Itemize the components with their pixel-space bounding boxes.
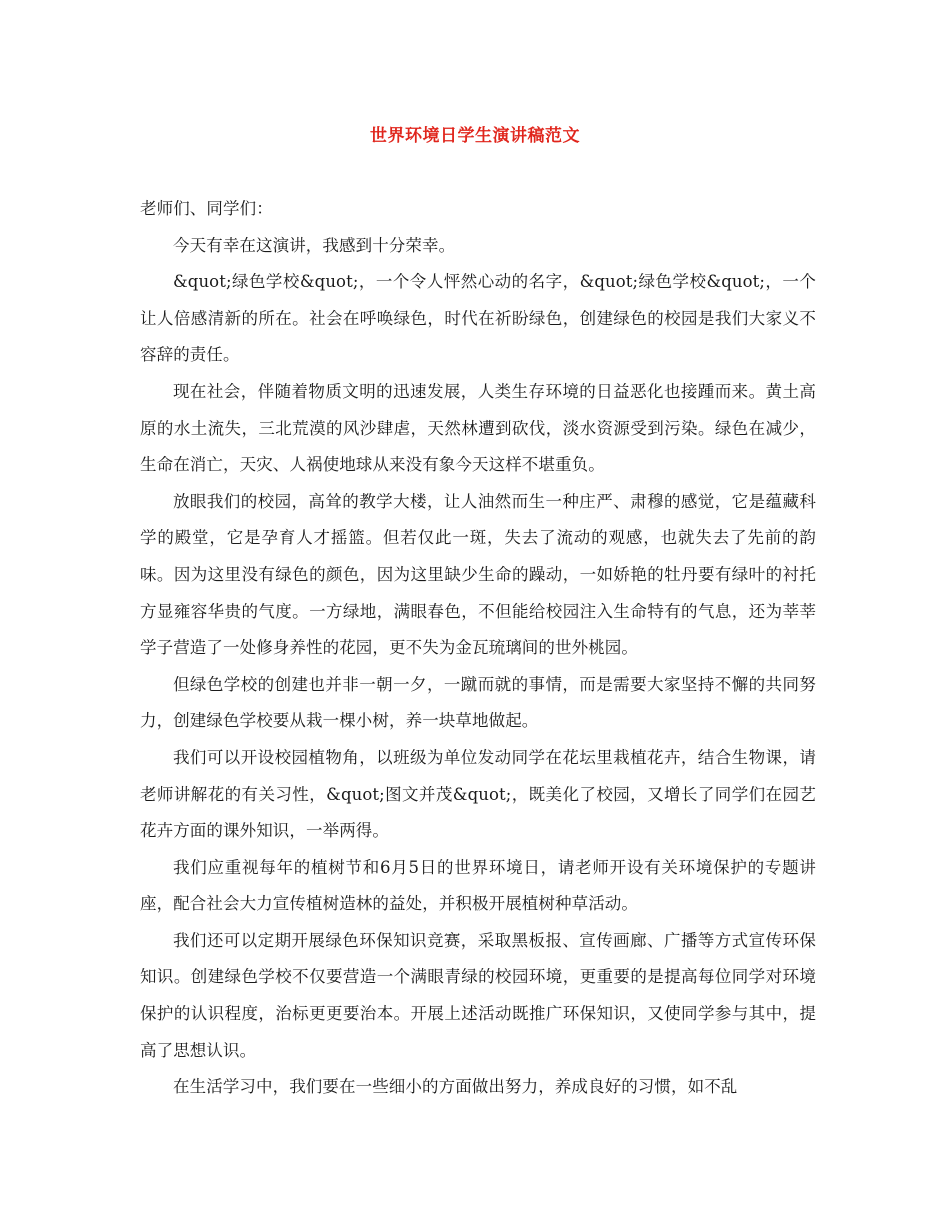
body-paragraph: &quot;绿色学校&quot;，一个令人怦然心动的名字，&quot;绿色学校&quot;，一个让人倍感清新的所在。社会在呼唤绿色，时代在祈盼绿色，创建绿色的校园是我们大家义不容辞的责任。	[140, 272, 816, 365]
body-paragraph: 现在社会，伴随着物质文明的迅速发展，人类生存环境的日益恶化也接踵而来。黄土高原的水土流失，三北荒漠的风沙肆虐，天然林遭到砍伐，淡水资源受到污染。绿色在减少，生命在消亡，天灾、人祸使地球从来没有象今天这样不堪重负。	[140, 381, 816, 475]
document-body	[140, 191, 816, 1106]
body-paragraph: 放眼我们的校园，高耸的教学大楼，让人油然而生一种庄严、肃穆的感觉，它是蕴藏科学的殿堂，它是孕育人才摇篮。但若仅此一斑，失去了流动的观感，也就失去了先前的韵味。因为这里没有绿色的颜色，因为这里缺少生命的躁动，一如娇艳的牡丹要有绿叶的衬托方显雍容华贵的气度。一方绿地，满眼春色，不但能给校园注入生命特有的气息，还为莘莘学子营造了一处修身养性的花园，更不失为金瓦琉璃间的世外桃园。	[140, 491, 816, 658]
document-title: 世界环境日学生演讲稿范文	[370, 126, 580, 146]
body-paragraph: 我们可以开设校园植物角，以班级为单位发动同学在花坛里栽植花卉，结合生物课，请老师讲解花的有关习性，&quot;图文并茂&quot;，既美化了校园，又增长了同学们在园艺花卉方面的课外知识，一举两得。	[140, 747, 816, 841]
body-paragraph: 我们还可以定期开展绿色环保知识竞赛，采取黑板报、宣传画廊、广播等方式宣传环保知识。创建绿色学校不仅要营造一个满眼青绿的校园环境，更重要的是提高每位同学对环境保护的认识程度，治标更更要治本。开展上述活动既推广环保知识，又使同学参与其中，提高了思想认识。	[140, 930, 816, 1060]
body-paragraph: 今天有幸在这演讲，我感到十分荣幸。	[173, 235, 456, 255]
salutation-paragraph: 老师们、同学们：	[140, 199, 273, 218]
body-paragraph: 在生活学习中，我们要在一些细小的方面做出努力，养成良好的习惯，如不乱	[173, 1077, 738, 1097]
body-paragraph: 但绿色学校的创建也并非一朝一夕，一蹴而就的事情，而是需要大家坚持不懈的共同努力，创建绿色学校要从栽一棵小树，养一块草地做起。	[140, 674, 816, 731]
body-paragraph: 我们应重视每年的植树节和6月5日的世界环境日，请老师开设有关环境保护的专题讲座，配合社会大力宣传植树造林的益处，并积极开展植树种草活动。	[140, 857, 816, 914]
